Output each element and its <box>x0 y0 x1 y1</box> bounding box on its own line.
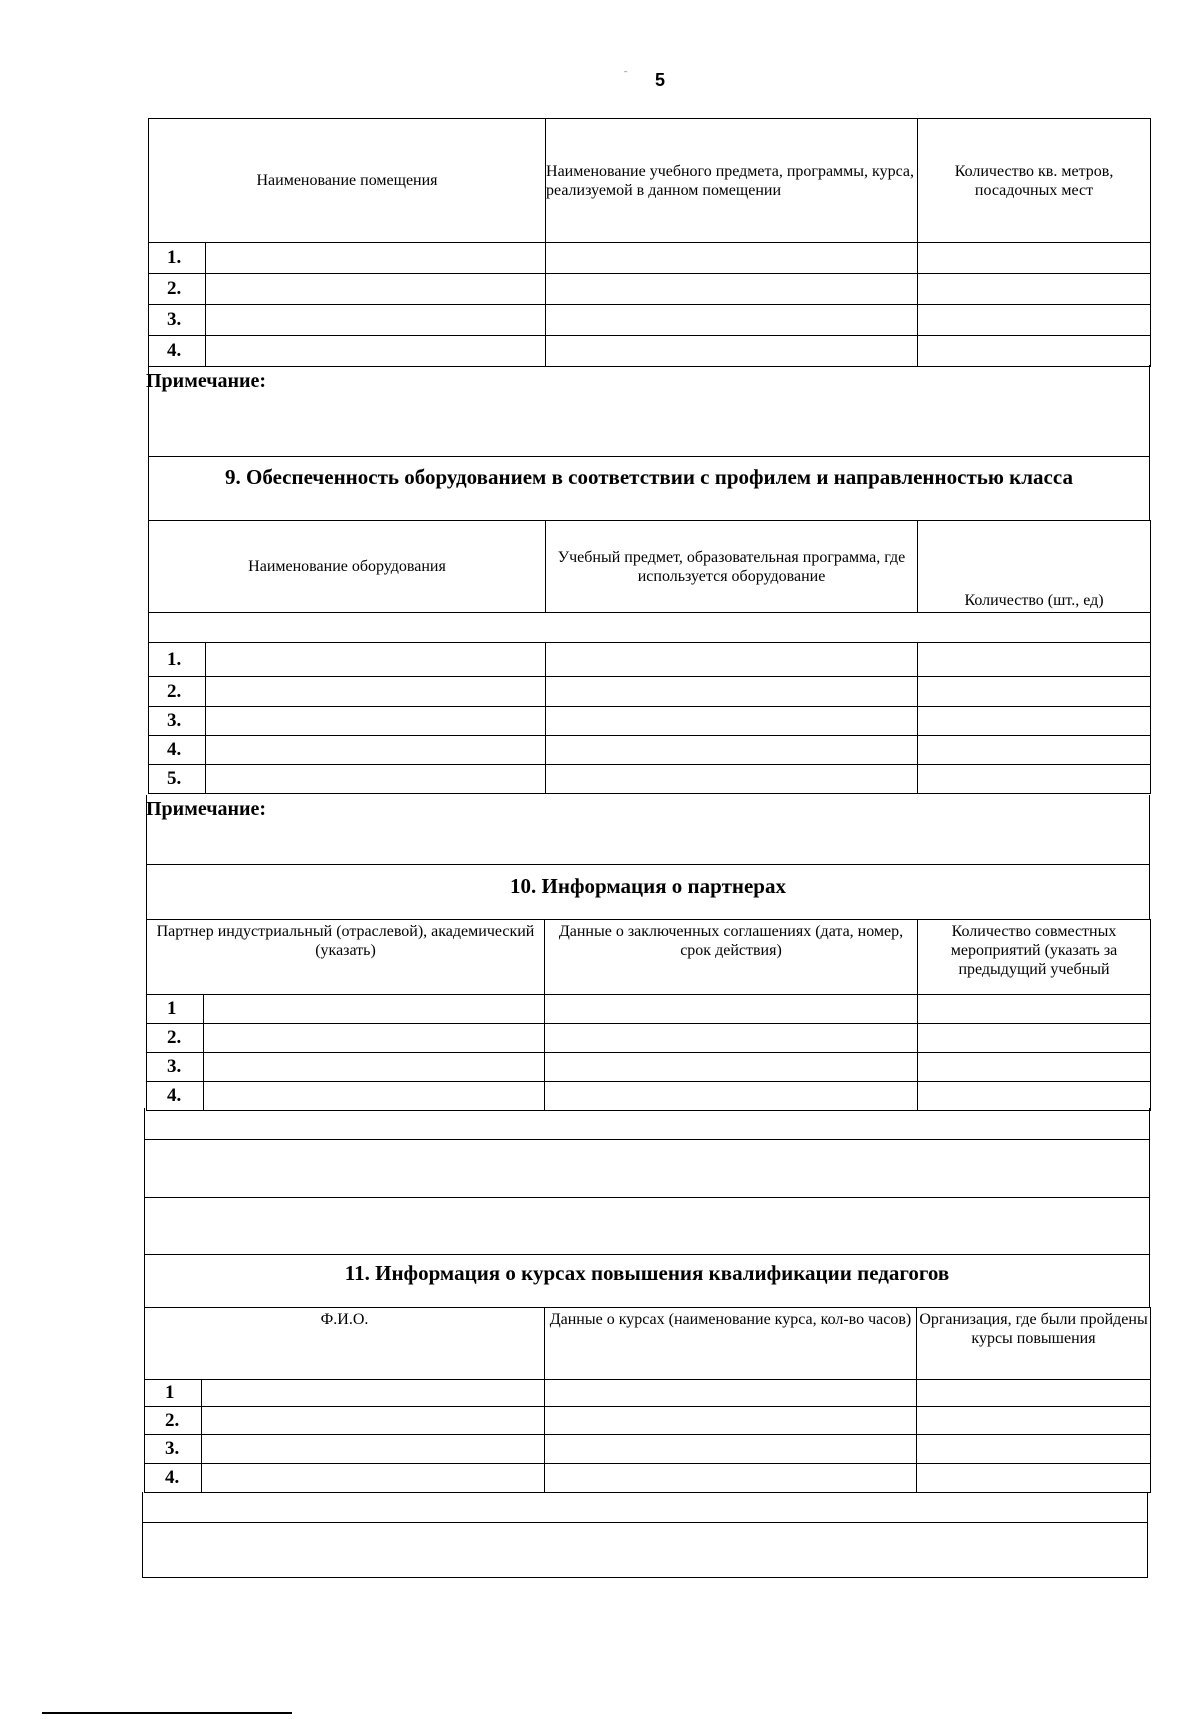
cell-empty[interactable] <box>546 643 918 677</box>
cell-empty[interactable] <box>202 1380 545 1407</box>
cell-empty[interactable] <box>917 1464 1151 1493</box>
equipment-section-title: 9. Обеспеченность оборудованием в соответствии с профилем и направленностью класса <box>225 465 1073 489</box>
rooms-note-box[interactable] <box>148 365 1150 457</box>
header-course-data: Данные о курсах (наименование курса, кол-во часов) <box>545 1308 917 1380</box>
cell-empty[interactable] <box>546 765 918 794</box>
scan-speck: ˉ <box>624 70 628 81</box>
cell-empty[interactable] <box>206 677 546 707</box>
cell-empty[interactable] <box>917 1407 1151 1435</box>
row-number: 2. <box>149 274 206 305</box>
row-number: 1. <box>149 243 206 274</box>
cell-empty[interactable] <box>918 736 1151 765</box>
cell-empty[interactable] <box>545 1380 917 1407</box>
blank-row-divider <box>142 1492 1148 1523</box>
cell-empty[interactable] <box>206 707 546 736</box>
cell-empty[interactable] <box>918 707 1151 736</box>
header-full-name: Ф.И.О. <box>145 1308 545 1380</box>
cell-empty[interactable] <box>204 1082 545 1111</box>
header-equipment-quantity: Количество (шт., ед) <box>918 521 1151 613</box>
blank-row[interactable] <box>149 613 1151 643</box>
cell-empty[interactable] <box>546 707 918 736</box>
cell-empty[interactable] <box>918 1024 1151 1053</box>
cell-empty[interactable] <box>206 274 546 305</box>
cell-empty[interactable] <box>206 243 546 274</box>
row-number: 1. <box>149 643 206 677</box>
blank-row-divider <box>144 1108 1150 1140</box>
rooms-table <box>148 118 1151 367</box>
cell-empty[interactable] <box>918 336 1151 367</box>
cell-empty[interactable] <box>204 995 545 1024</box>
cell-empty[interactable] <box>204 1024 545 1053</box>
footer-rule <box>42 1712 292 1714</box>
cell-empty[interactable] <box>202 1407 545 1435</box>
row-number: 4. <box>149 736 206 765</box>
cell-empty[interactable] <box>204 1053 545 1082</box>
page-number: 5 <box>654 70 665 90</box>
header-organization: Организация, где были пройдены курсы повышения <box>917 1308 1151 1380</box>
header-room-name: Наименование помещения <box>149 119 546 243</box>
cell-empty[interactable] <box>546 336 918 367</box>
cell-empty[interactable] <box>546 274 918 305</box>
header-joint-events: Количество совместных мероприятий (указать за предыдущий учебный <box>918 920 1151 995</box>
rooms-note-label: Примечание: <box>146 370 267 392</box>
row-number: 1 <box>147 995 204 1024</box>
equipment-note-label: Примечание: <box>146 798 267 820</box>
row-number: 1 <box>145 1380 202 1407</box>
cell-empty[interactable] <box>918 677 1151 707</box>
cell-empty[interactable] <box>918 1053 1151 1082</box>
cell-empty[interactable] <box>918 1082 1151 1111</box>
cell-empty[interactable] <box>546 305 918 336</box>
cell-empty[interactable] <box>546 243 918 274</box>
cell-empty[interactable] <box>206 336 546 367</box>
cell-empty[interactable] <box>545 1407 917 1435</box>
row-number: 2. <box>145 1407 202 1435</box>
cell-empty[interactable] <box>206 736 546 765</box>
cell-empty[interactable] <box>546 736 918 765</box>
cell-empty[interactable] <box>918 243 1151 274</box>
cell-empty[interactable] <box>918 643 1151 677</box>
header-equipment-subject: Учебный предмет, образовательная программа, где используется оборудование <box>546 521 918 613</box>
cell-empty[interactable] <box>917 1435 1151 1464</box>
header-agreements: Данные о заключенных соглашениях (дата, номер, срок действия) <box>545 920 918 995</box>
partners-section-title: 10. Информация о партнерах <box>510 874 786 898</box>
cell-empty[interactable] <box>545 1024 918 1053</box>
row-number: 2. <box>147 1024 204 1053</box>
cell-empty[interactable] <box>202 1435 545 1464</box>
header-partner: Партнер индустриальный (отраслевой), академический (указать) <box>147 920 545 995</box>
partners-table <box>146 919 1151 1111</box>
header-area-seats: Количество кв. метров, посадочных мест <box>918 119 1151 243</box>
row-number: 4. <box>145 1464 202 1493</box>
cell-empty[interactable] <box>545 995 918 1024</box>
row-number: 5. <box>149 765 206 794</box>
cell-empty[interactable] <box>917 1380 1151 1407</box>
cell-empty[interactable] <box>206 765 546 794</box>
header-subject-program: Наименование учебного предмета, программы, курса, реализуемой в данном помещении <box>546 119 918 243</box>
courses-section-title: 11. Информация о курсах повышения квалификации педагогов <box>344 1261 950 1285</box>
equipment-note-box[interactable] <box>146 795 1150 865</box>
equipment-table <box>148 520 1151 794</box>
cell-empty[interactable] <box>918 765 1151 794</box>
cell-empty[interactable] <box>545 1435 917 1464</box>
row-number: 2. <box>149 677 206 707</box>
cell-empty[interactable] <box>918 995 1151 1024</box>
row-number: 3. <box>145 1435 202 1464</box>
cell-empty[interactable] <box>545 1082 918 1111</box>
cell-empty[interactable] <box>545 1053 918 1082</box>
courses-table <box>144 1307 1151 1493</box>
row-number: 3. <box>149 305 206 336</box>
blank-row-divider <box>144 1140 1150 1198</box>
cell-empty[interactable] <box>546 677 918 707</box>
row-number: 3. <box>147 1053 204 1082</box>
cell-empty[interactable] <box>206 305 546 336</box>
cell-empty[interactable] <box>202 1464 545 1493</box>
cell-empty[interactable] <box>918 305 1151 336</box>
cell-empty[interactable] <box>545 1464 917 1493</box>
header-equipment-name: Наименование оборудования <box>149 521 546 613</box>
cell-empty[interactable] <box>918 274 1151 305</box>
row-number: 3. <box>149 707 206 736</box>
cell-empty[interactable] <box>206 643 546 677</box>
row-number: 4. <box>149 336 206 367</box>
row-number: 4. <box>147 1082 204 1111</box>
